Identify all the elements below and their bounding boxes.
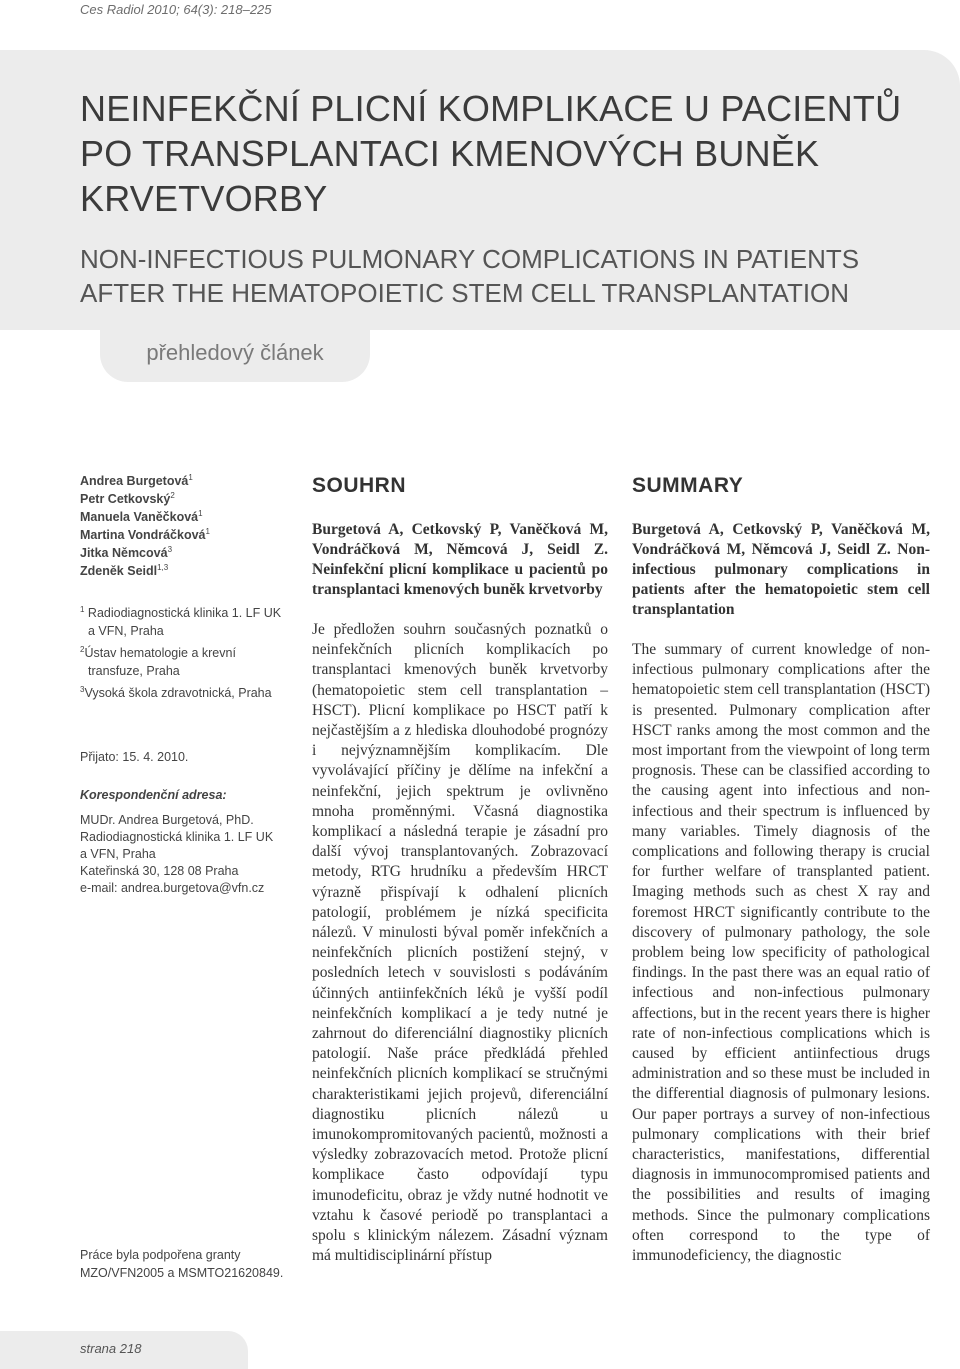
affiliation-text: a VFN, Praha [88, 624, 164, 638]
author-item [80, 526, 300, 544]
author-name: Manuela Vaněčková [80, 510, 199, 524]
author-item [80, 544, 300, 562]
article-title-english: NON-INFECTIOUS PULMONARY COMPLICATIONS IN PATIENTS AFTER THE HEMATOPOIETIC STEM CELL TRANSPLANTATION [80, 244, 860, 308]
affiliation-text: Vysoká škola zdravotnická, Praha [84, 686, 272, 700]
summary-text: The summary of current knowledge of non-infectious pulmonary complications after the hematopoietic stem cell transplantation (HSCT) is presented. Pulmonary complication after HSCT ranks among the most common and the most important from the viewpoint of long term prognosis. These can be classified according to the causing agent into infectious and non-infectious and their spectrum is influenced by many variables. Timely diagnosis of the complications and following therapy is crucial for further welfare of transplanted patient. Imaging methods such as chest X ray and foremost HRCT significantly contribute to the discovery of pulmonary pathology, the sole problem being low specificity of pathological findings. In the past there was an equal ratio of infectious and non-infectious pulmonary affections, but in the recent years there is higher rate of non-infectious complications which is caused by efficient antiinfectious drugs administration and so these must be included in the differential diagnosis of pulmonary lesions. Our paper portrays a survey of non-infectious pulmonary complications with their brief characteristics, manifestations, differential diagnosis in immunocompromised patients and the possibilities and results of imaging methods. Since the pulmonary complications often correspond to the type of immunodeficiency, the diagnostic [632, 641, 930, 1265]
author-name: Andrea Burgetová [80, 474, 189, 488]
funding-note [80, 1246, 300, 1282]
correspondence-address [80, 812, 300, 897]
summary-heading: SUMMARY [632, 474, 744, 497]
address-line: a VFN, Praha [80, 847, 156, 861]
souhrn-citation: Burgetová A, Cetkovský P, Vaněčková M, Vondráčková M, Němcová J, Seidl Z. Neinfekční plicní komplikace u pacientů po transplantaci kmenových buněk krvetvorby [312, 521, 608, 598]
author-item [80, 562, 300, 580]
author-affiliation-index: 1 [188, 472, 193, 482]
souhrn-text: Je předložen souhrn současných poznatků o neinfekčních plicních komplikacích po transplantaci kmenových buněk krvetvorby (hematopoietic stem cell transplantation – HSCT). Plicní komplikace po HSCT patří k nejčastějším a z hlediska dlouhodobé prognózy i nejvýznamnějším komplikacím. Dle vyvolávající příčiny je dělíme na infekční a neinfekční, jejich spektrum je ovlivněno mnoha proměnnými. Včasná diagnostika komplikací a následná terapie je zásadní pro další vývoj transplantovaných. Zobrazovací metody, RTG hrudníku a především HRCT výrazně přispívají k odhalení plicních patologií, problémem je nízká specificita nálezů. V minulosti býval poměr infekčních a neinfekčních plicních postižení stejný, v posledních letech v souvislosti s podáváním účinných antiinfekčních léků je vyšší podíl neinfekčních komplikací a je tedy nutné je zahrnout do diferenciální diagnostiky plicních patologií. Naše práce předkládá přehled neinfekčních plicních komplikací se stručnými charakteristikami jejich projevů, diferenciální diagnostiku plicních nálezů u imunokompromitovaných pacientů, možnosti a výsledky zobrazovacích metod. Protože plicní komplikace často odpovídají typu imunodeficitu, obraz je vždy nutné hodnotit ve vztahu k časové periodě po transplantaci a spolu s klinickým nálezem. Zásadní význam má multidisciplinární přístup [312, 621, 608, 1265]
author-affiliation-index: 2 [170, 490, 175, 500]
author-name: Jitka Němcová [80, 546, 168, 560]
summary-column [632, 474, 930, 1266]
received-date: Přijato: 15. 4. 2010. [80, 750, 189, 764]
address-line: MUDr. Andrea Burgetová, PhD. [80, 813, 254, 827]
affiliation-text: Ústav hematologie a krevní [84, 646, 236, 660]
affiliation-text: Radiodiagnostická klinika 1. LF UK [84, 606, 282, 620]
article-title-czech: NEINFEKČNÍ PLICNÍ KOMPLIKACE U PACIENTŮ PO TRANSPLANTACI KMENOVÝCH BUNĚK KRVETVORBY [80, 88, 902, 219]
author-item [80, 508, 300, 526]
author-affiliation-index: 1 [198, 508, 203, 518]
affiliation-index: 3 [80, 684, 85, 694]
author-affiliation-index: 3 [167, 544, 173, 554]
email-address: e-mail: andrea.burgetova@vfn.cz [80, 881, 265, 895]
author-name: Martina Vondráčková [80, 528, 206, 542]
souhrn-column [312, 474, 608, 1267]
address-line: Kateřinská 30, 128 08 Praha [80, 864, 239, 878]
funding-line: Práce byla podpořena granty [80, 1248, 241, 1262]
summary-citation: Burgetová A, Cetkovský P, Vaněčková M, Vondráčková M, Němcová J, Seidl Z. Non-infectious pulmonary complications in patients after the hematopoietic stem cell transplantation [632, 521, 930, 618]
author-info-column [80, 472, 300, 897]
author-affiliation-index: 1,3 [157, 562, 169, 572]
author-item [80, 490, 300, 508]
author-item [80, 472, 300, 490]
page-number: strana 218 [80, 1341, 142, 1356]
affiliation-index: 2 [80, 644, 85, 654]
page-footer [0, 1331, 248, 1369]
article-type-label: přehledový článek [146, 340, 324, 365]
author-name: Petr Cetkovský [80, 492, 171, 506]
affiliation-2 [80, 644, 300, 680]
author-name: Zdeněk Seidl [80, 564, 158, 578]
address-line: Radiodiagnostická klinika 1. LF UK [80, 830, 274, 844]
funding-line: MZO/VFN2005 a MSMTO21620849. [80, 1266, 284, 1280]
affiliation-1 [80, 604, 300, 640]
author-list [80, 472, 300, 580]
journal-reference: Ces Radiol 2010; 64(3): 218–225 [80, 2, 272, 17]
affiliation-text: transfuze, Praha [88, 664, 180, 678]
affiliation-3 [80, 684, 300, 702]
souhrn-heading: SOUHRN [312, 474, 407, 497]
article-type-tab [100, 324, 370, 382]
affiliation-index: 1 [80, 604, 85, 614]
author-affiliation-index: 1 [205, 526, 210, 536]
correspondence-label: Korespondenční adresa: [80, 788, 227, 802]
